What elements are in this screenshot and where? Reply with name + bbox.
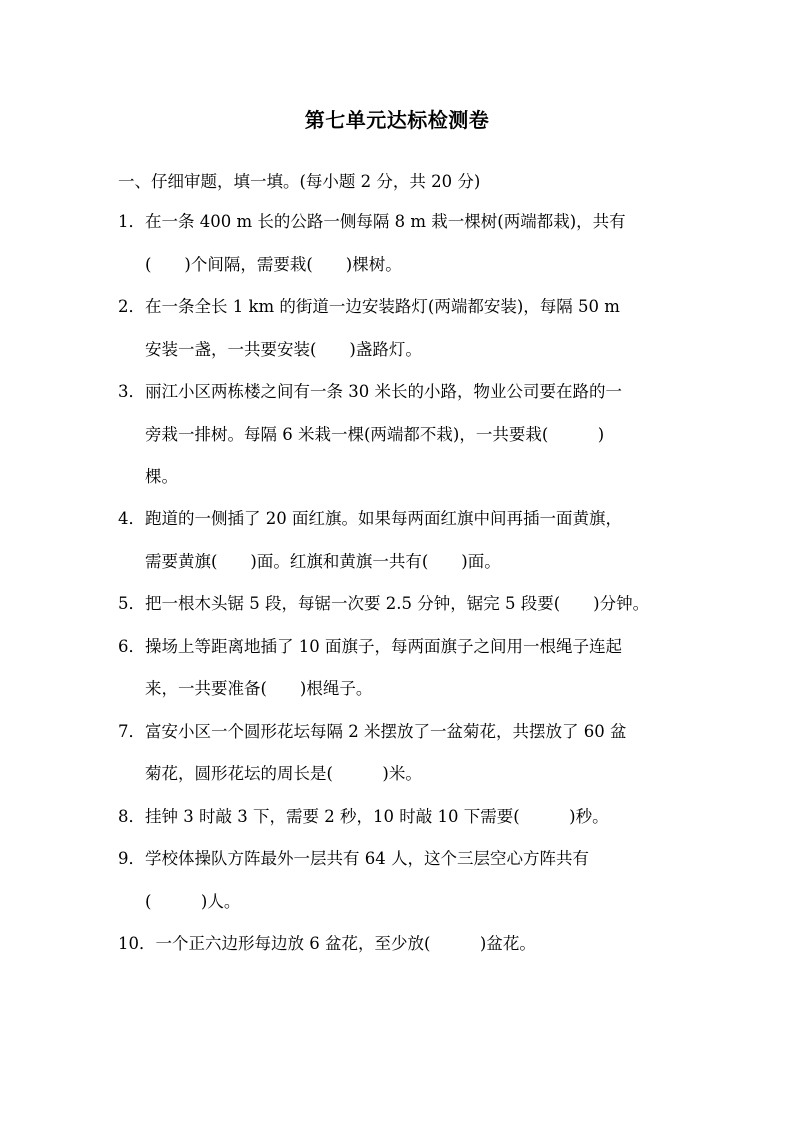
question-text-continued: 旁栽一排树。每隔 6 米栽一棵(两端都不栽)，一共要栽( )	[145, 425, 605, 444]
section-heading: 一、仔细审题，填一填。(每小题 2 分，共 20 分)	[118, 172, 481, 191]
question-text: 把一根木头锯 5 段，每锯一次要 2.5 分钟，锯完 5 段要( )分钟。	[145, 594, 650, 613]
question-text: 在一条全长 1 km 的街道一边安装路灯(两端都安装)，每隔 50 m	[145, 297, 620, 316]
question-text-continued: ( )个间隔，需要栽( )棵树。	[145, 255, 402, 274]
question-number: 2．	[118, 297, 145, 316]
document-title: 第七单元达标检测卷	[304, 108, 490, 132]
question-text-continued: 安装一盏，一共要安装( )盏路灯。	[145, 340, 422, 359]
question-text: 挂钟 3 时敲 3 下，需要 2 秒，10 时敲 10 下需要( )秒。	[145, 807, 609, 826]
question-text: 一个正六边形每边放 6 盆花，至少放( )盆花。	[155, 934, 536, 953]
question-text-continued: 需要黄旗( )面。红旗和黄旗一共有( )面。	[145, 552, 501, 571]
question-number: 4．	[118, 509, 145, 528]
question-number: 3．	[118, 382, 145, 401]
question-number: 8．	[118, 807, 145, 826]
question-text-continued: 来，一共要准备( )根绳子。	[145, 679, 373, 698]
question-text-continued: 菊花，圆形花坛的周长是( )米。	[145, 764, 422, 783]
question-number: 9．	[118, 849, 145, 868]
question-number: 5．	[118, 594, 145, 613]
question-text: 富安小区一个圆形花坛每隔 2 米摆放了一盆菊花，共摆放了 60 盆	[145, 722, 627, 741]
question-text: 丽江小区两栋楼之间有一条 30 米长的小路，物业公司要在路的一	[145, 382, 622, 401]
question-text-continued: 棵。	[145, 467, 178, 486]
question-text: 学校体操队方阵最外一层共有 64 人，这个三层空心方阵共有	[145, 849, 589, 868]
question-number: 7．	[118, 722, 145, 741]
question-number: 10．	[118, 934, 156, 953]
question-text: 跑道的一侧插了 20 面红旗。如果每两面红旗中间再插一面黄旗，	[145, 509, 622, 528]
question-text: 在一条 400 m 长的公路一侧每隔 8 m 栽一棵树(两端都栽)，共有	[145, 212, 626, 231]
question-text: 操场上等距离地插了 10 面旗子，每两面旗子之间用一根绳子连起	[145, 637, 622, 656]
question-number: 1．	[118, 212, 145, 231]
question-number: 6．	[118, 637, 145, 656]
question-text-continued: ( )人。	[145, 892, 241, 911]
